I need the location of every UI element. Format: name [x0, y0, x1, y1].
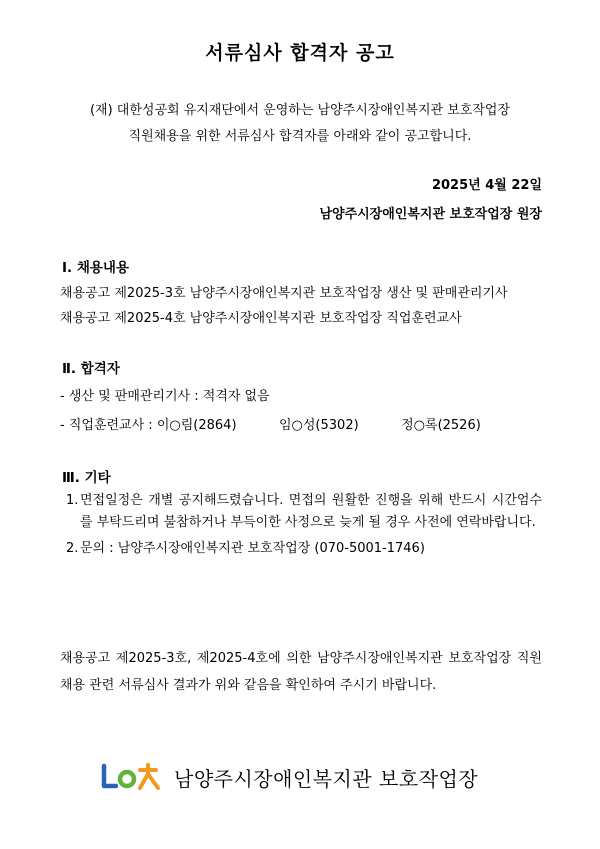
intro-line-1: (재) 대한성공회 유지재단에서 운영하는 남양주시장애인복지관 보호작업장: [89, 103, 511, 118]
etc-item-2-text: 문의 : 남양주시장애인복지관 보호작업장 (070-5001-1746): [80, 541, 425, 556]
announcement-date: 2025년 4월 22일: [431, 178, 542, 193]
passer-2: 임○성(5302): [278, 418, 359, 433]
intro-line-2: 직원채용을 위한 서류심사 합격자를 아래와 같이 공고합니다.: [128, 129, 472, 144]
etc-item-2-number: 2.: [66, 541, 79, 556]
etc-item-2: [60, 538, 542, 560]
section-1-heading: Ⅰ. 채용내용: [62, 260, 130, 276]
etc-list: [60, 490, 542, 564]
footer-organization-name: 남양주시장애인복지관 보호작업장: [174, 766, 479, 791]
etc-item-1-number: 1.: [66, 493, 79, 508]
etc-item-1-text: 면접일정은 개별 공지해드렸습니다. 면접의 원활한 진행을 위해 반드시 시간엄수를 부탁드리며 불참하거나 부득이한 사정으로 늦게 될 경우 사전에 연락바랍니다.: [80, 493, 542, 530]
closing-paragraph: 채용공고 제2025-3호, 제2025-4호에 의한 남양주시장애인복지관 보호작업장 직원채용 관련 서류심사 결과가 위와 같음을 확인하여 주시기 바랍니다.: [60, 651, 542, 693]
issuer-signature: 남양주시장애인복지관 보호작업장 원장: [319, 207, 542, 222]
section-2-heading: Ⅱ. 합격자: [62, 361, 120, 377]
passer-3: 정○록(2526): [401, 418, 481, 433]
passer-label: - 직업훈련교사 :: [60, 418, 157, 433]
footer-branding: [100, 760, 478, 794]
section-3-heading: Ⅲ. 기타: [62, 470, 111, 486]
organization-logo-icon: [100, 762, 162, 792]
passer-line-production: - 생산 및 판매관리기사 : 적격자 없음: [60, 389, 270, 404]
document-title: 서류심사 합격자 공고: [205, 42, 395, 64]
recruitment-line-2: 채용공고 제2025-4호 남양주시장애인복지관 보호작업장 직업훈련교사: [60, 311, 462, 326]
recruitment-line-1: 채용공고 제2025-3호 남양주시장애인복지관 보호작업장 생산 및 판매관리기사: [60, 286, 508, 301]
etc-item-1: [60, 490, 542, 534]
passer-line-trainer: [60, 414, 481, 433]
passer-1: 이○림(2864): [156, 418, 237, 433]
